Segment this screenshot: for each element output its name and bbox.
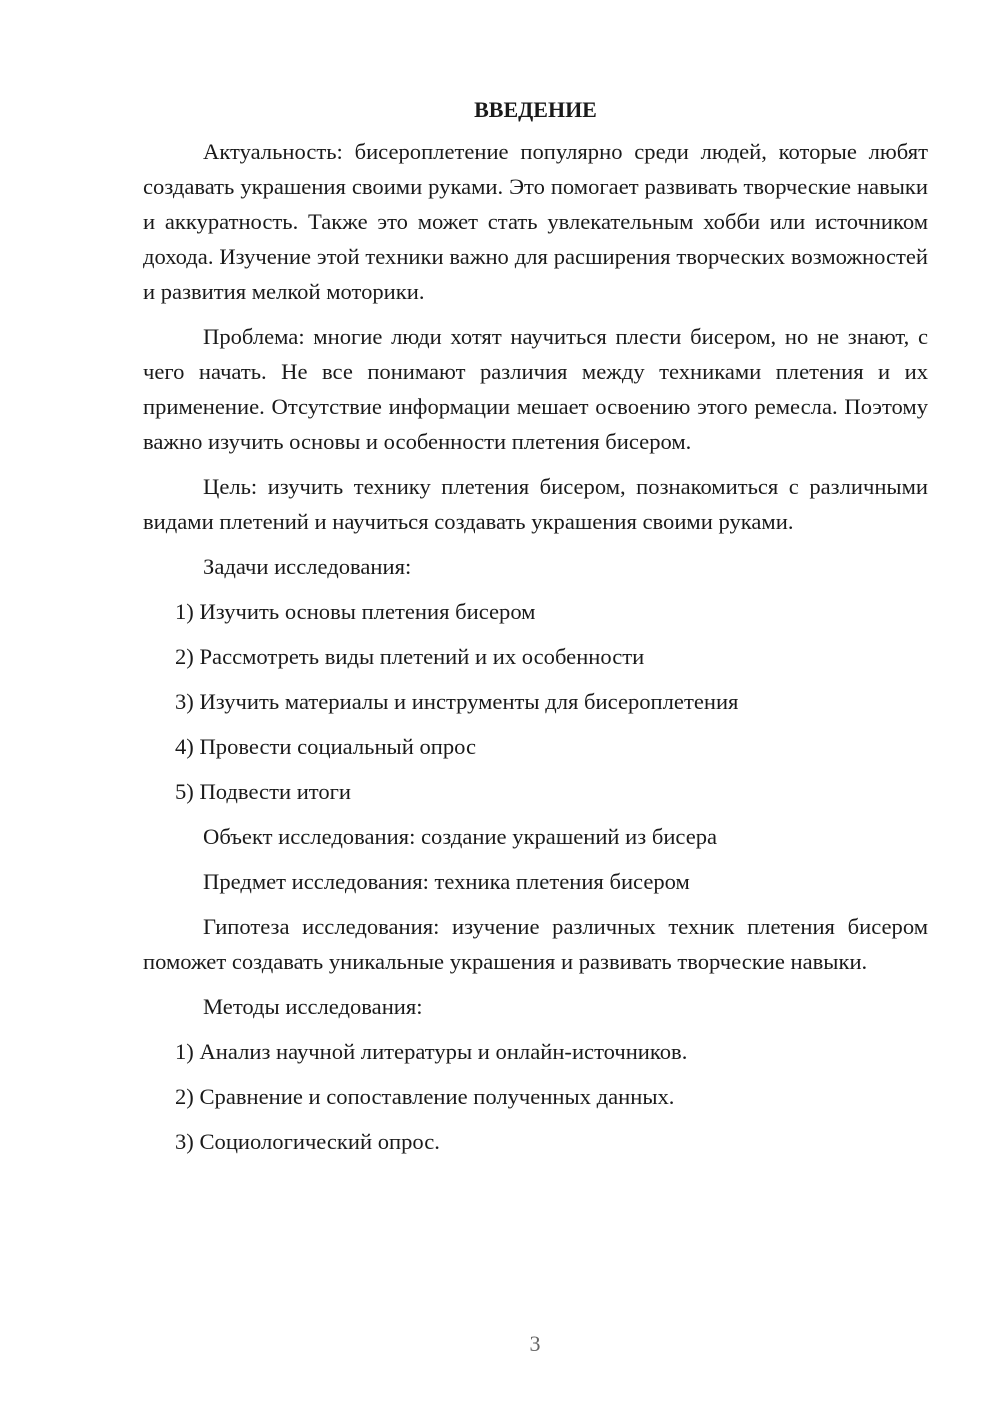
document-page	[143, 92, 928, 1169]
task-item: 3) Изучить материалы и инструменты для бисероплетения	[175, 689, 739, 714]
methods-list	[143, 1034, 928, 1159]
hypothesis-paragraph: Гипотеза исследования: изучение различных техник плетения бисером поможет создавать уникальные украшения и развивать творческие навыки.	[143, 914, 928, 974]
page-title: ВВЕДЕНИЕ	[474, 97, 597, 122]
problem-paragraph: Проблема: многие люди хотят научиться плести бисером, но не знают, с чего начать. Не все понимают различия между техниками плетения и их применение. Отсутствие информации мешает освоению этого ремесла. Поэтому важно изучить основы и особенности плетения бисером.	[143, 324, 928, 454]
research-object: Объект исследования: создание украшений из бисера	[203, 824, 718, 849]
task-item: 5) Подвести итоги	[175, 779, 352, 804]
tasks-list	[143, 594, 928, 809]
tasks-heading: Задачи исследования:	[203, 554, 412, 579]
method-item: 2) Сравнение и сопоставление полученных данных.	[175, 1084, 675, 1109]
method-item: 3) Социологический опрос.	[175, 1129, 440, 1154]
methods-heading: Методы исследования:	[203, 994, 423, 1019]
task-item: 1) Изучить основы плетения бисером	[175, 599, 536, 624]
task-item: 2) Рассмотреть виды плетений и их особенности	[175, 644, 645, 669]
research-subject: Предмет исследования: техника плетения бисером	[203, 869, 690, 894]
method-item: 1) Анализ научной литературы и онлайн-источников.	[175, 1039, 688, 1064]
page-number: 3	[529, 1331, 541, 1356]
task-item: 4) Провести социальный опрос	[175, 734, 477, 759]
relevance-paragraph: Актуальность: бисероплетение популярно среди людей, которые любят создавать украшения своими руками. Это помогает развивать творческие навыки и аккуратность. Также это может стать увлекательным хобби или источником дохода. Изучение этой техники важно для расширения творческих возможностей и развития мелкой моторики.	[143, 139, 928, 304]
goal-paragraph: Цель: изучить технику плетения бисером, познакомиться с различными видами плетений и научиться создавать украшения своими руками.	[143, 474, 928, 534]
